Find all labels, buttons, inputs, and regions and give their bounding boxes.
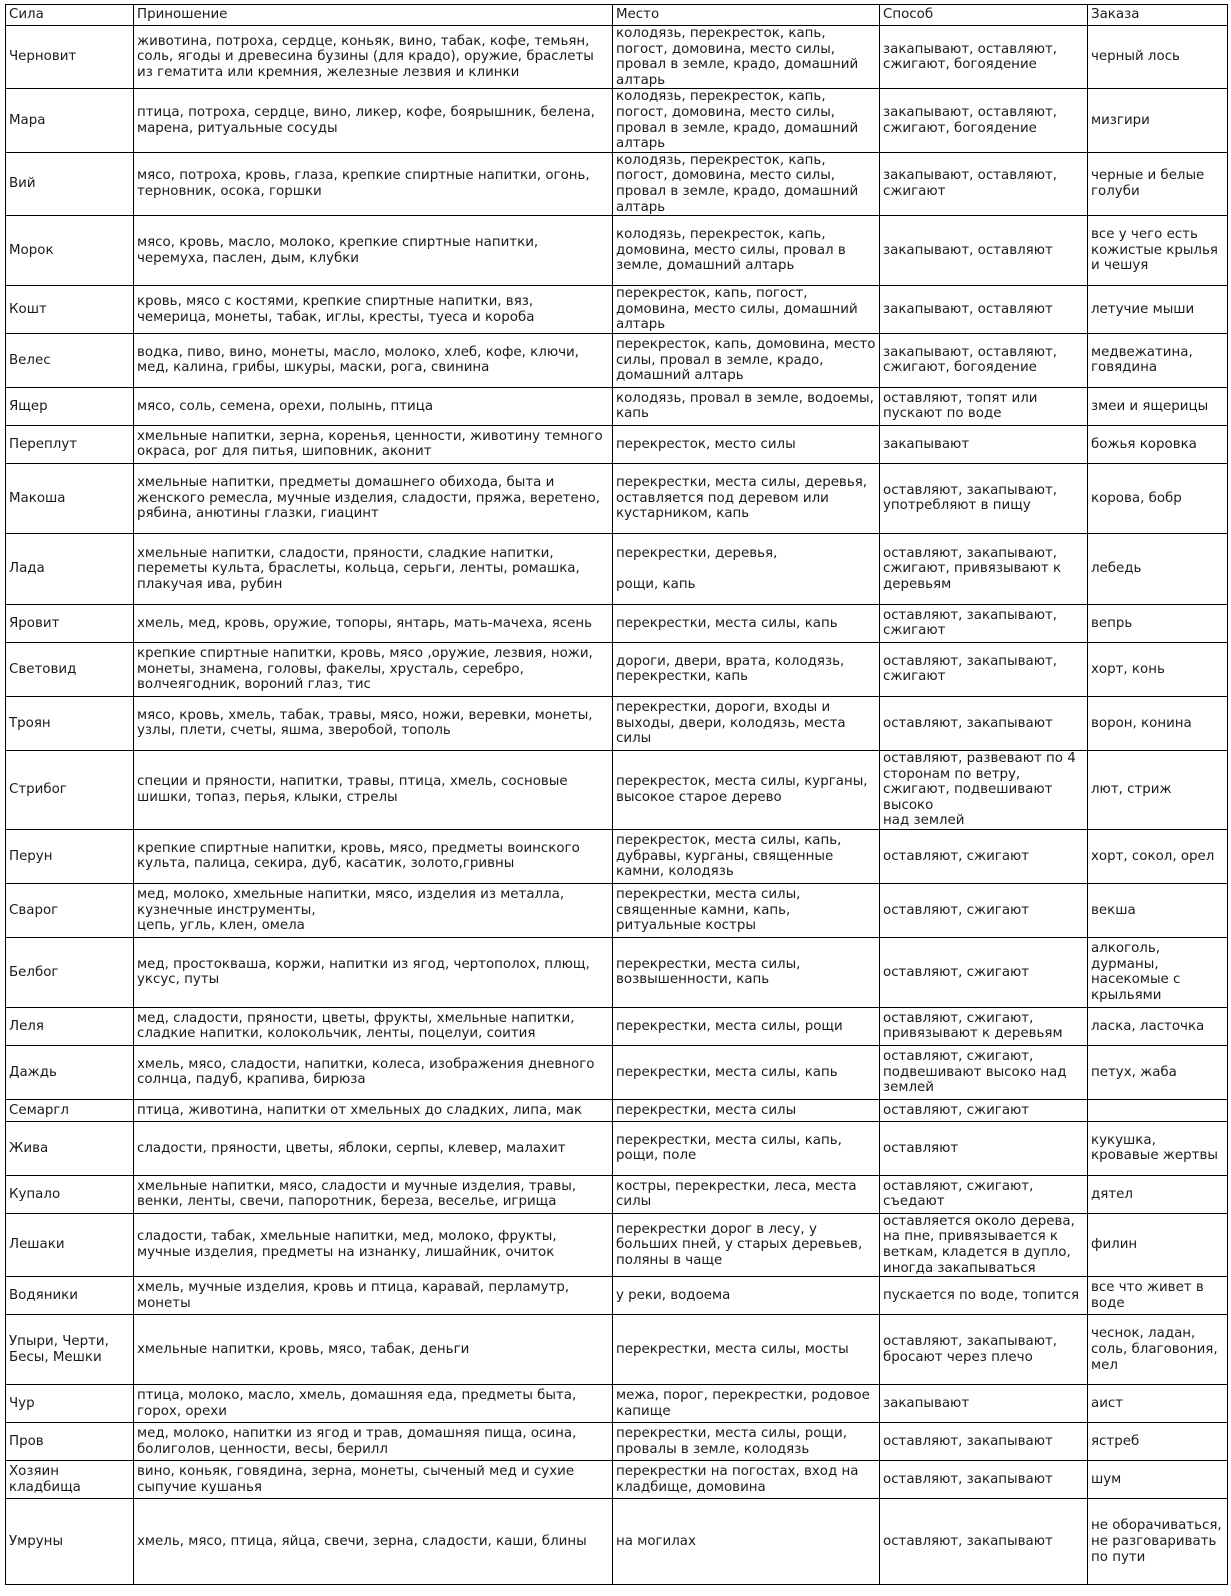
header-sposob: Способ [880, 5, 1088, 26]
cell-zakaza: чеснок, ладан, соль, благовония, мел [1088, 1315, 1228, 1385]
cell-zakaza: мизгири [1088, 89, 1228, 152]
table-row [6, 89, 1228, 152]
cell-zakaza: лебедь [1088, 533, 1228, 604]
cell-mesto: перекрестки, места силы [613, 1099, 880, 1121]
cell-sposob: оставляют, закапывают [880, 696, 1088, 750]
cell-sposob: оставляют [880, 1121, 1088, 1175]
table-row [6, 642, 1228, 696]
cell-prinoshenie: вино, коньяк, говядина, зерна, монеты, сыченый мед и сухие сыпучие кушанья [134, 1461, 613, 1499]
cell-sila: Упыри, Черти, Бесы, Мешки [6, 1315, 134, 1385]
table-row [6, 1175, 1228, 1213]
cell-mesto: перекрестки, места силы, рощи, провалы в земле, колодязь [613, 1423, 880, 1461]
cell-zakaza: дятел [1088, 1175, 1228, 1213]
cell-mesto: костры, перекрестки, леса, места силы [613, 1175, 880, 1213]
table-row [6, 216, 1228, 286]
cell-prinoshenie: хмель, мучные изделия, кровь и птица, каравай, перламутр, монеты [134, 1277, 613, 1315]
cell-sila: Даждь [6, 1045, 134, 1099]
cell-sposob: закапывают, оставляют, сжигают, богоядение [880, 89, 1088, 152]
cell-prinoshenie: мед, простокваша, коржи, напитки из ягод, чертополох, плющ, уксус, путы [134, 937, 613, 1007]
cell-zakaza: кукушка, кровавые жертвы [1088, 1121, 1228, 1175]
cell-sposob: закапывают, оставляют, сжигают [880, 152, 1088, 215]
cell-sila: Хозяин кладбища [6, 1461, 134, 1499]
cell-prinoshenie: сладости, пряности, цветы, яблоки, серпы, клевер, малахит [134, 1121, 613, 1175]
cell-zakaza: хорт, сокол, орел [1088, 829, 1228, 883]
cell-zakaza: черный лось [1088, 26, 1228, 89]
cell-zakaza: лют, стриж [1088, 750, 1228, 829]
cell-mesto: перекрестки, деревья, рощи, капь [613, 533, 880, 604]
table-row [6, 1423, 1228, 1461]
cell-mesto: на могилах [613, 1499, 880, 1585]
cell-zakaza: ласка, ласточка [1088, 1007, 1228, 1045]
cell-sila: Мара [6, 89, 134, 152]
cell-prinoshenie: специи и пряности, напитки, травы, птица, хмель, сосновые шишки, топаз, перья, клыки, стрелы [134, 750, 613, 829]
cell-mesto: перекрестки, места силы, деревья, оставляется под деревом или кустарником, капь [613, 463, 880, 533]
cell-mesto: колодязь, перекресток, капь, погост, домовина, место силы, провал в земле, крадо, домашний алтарь [613, 152, 880, 215]
cell-sila: Световид [6, 642, 134, 696]
cell-sposob: оставляют, сжигают [880, 1099, 1088, 1121]
header-zakaza: Заказа [1088, 5, 1228, 26]
cell-sila: Лада [6, 533, 134, 604]
cell-prinoshenie: хмель, мясо, сладости, напитки, колеса, изображения дневного солнца, падуб, крапива, бирюза [134, 1045, 613, 1099]
cell-sposob: оставляют, закапывают, сжигают [880, 604, 1088, 642]
cell-mesto: перекрестки, места силы, мосты [613, 1315, 880, 1385]
cell-prinoshenie: крепкие спиртные напитки, кровь, мясо, предметы воинского культа, палица, секира, дуб, касатик, золото,гривны [134, 829, 613, 883]
cell-sila: Белбог [6, 937, 134, 1007]
cell-mesto: у реки, водоема [613, 1277, 880, 1315]
table-row [6, 829, 1228, 883]
cell-sposob: оставляют, сжигают [880, 883, 1088, 937]
table-row [6, 750, 1228, 829]
table-row [6, 463, 1228, 533]
table-row [6, 883, 1228, 937]
cell-zakaza: ворон, конина [1088, 696, 1228, 750]
table-row [6, 152, 1228, 215]
cell-prinoshenie: хмельные напитки, сладости, пряности, сладкие напитки, переметы культа, браслеты, кольца, серьги, ленты, ромашка, плакучая ива, рубин [134, 533, 613, 604]
cell-zakaza: божья коровка [1088, 425, 1228, 463]
cell-mesto: колодязь, перекресток, капь, домовина, место силы, провал в земле, домашний алтарь [613, 216, 880, 286]
cell-prinoshenie: хмельные напитки, предметы домашнего обихода, быта и женского ремесла, мучные изделия, сладости, пряжа, веретено, рябина, анютины глазки, гиацинт [134, 463, 613, 533]
cell-mesto: перекрестки, дороги, входы и выходы, двери, колодязь, места силы [613, 696, 880, 750]
table-row [6, 1121, 1228, 1175]
cell-sposob: оставляют, закапывают [880, 1461, 1088, 1499]
cell-sposob: пускается по воде, топится [880, 1277, 1088, 1315]
cell-mesto: перекрестки дорог в лесу, у больших пней, у старых деревьев, поляны в чаще [613, 1213, 880, 1276]
cell-sila: Лешаки [6, 1213, 134, 1276]
cell-sposob: оставляют, закапывают, бросают через плечо [880, 1315, 1088, 1385]
cell-sila: Жива [6, 1121, 134, 1175]
cell-zakaza: летучие мыши [1088, 286, 1228, 334]
cell-prinoshenie: мед, молоко, хмельные напитки, мясо, изделия из металла, кузнечные инструменты, цепь, угль, клен, омела [134, 883, 613, 937]
table-row [6, 425, 1228, 463]
cell-zakaza: филин [1088, 1213, 1228, 1276]
cell-mesto: перекресток, места силы, капь, дубравы, курганы, священные камни, колодязь [613, 829, 880, 883]
cell-sila: Троян [6, 696, 134, 750]
cell-sila: Яровит [6, 604, 134, 642]
table-row [6, 1045, 1228, 1099]
cell-prinoshenie: сладости, табак, хмельные напитки, мед, молоко, фрукты, мучные изделия, предметы на изнанку, лишайник, очиток [134, 1213, 613, 1276]
table-row [6, 286, 1228, 334]
cell-mesto: перекрестки на погостах, вход на кладбище, домовина [613, 1461, 880, 1499]
cell-sila: Леля [6, 1007, 134, 1045]
cell-prinoshenie: мед, сладости, пряности, цветы, фрукты, хмельные напитки, сладкие напитки, колокольчик, ленты, поцелуи, соития [134, 1007, 613, 1045]
cell-sposob: закапывают, оставляют [880, 216, 1088, 286]
cell-sposob: закапывают, оставляют, сжигают, богоядение [880, 333, 1088, 387]
cell-mesto: перекресток, капь, погост, домовина, место силы, домашний алтарь [613, 286, 880, 334]
cell-prinoshenie: хмель, мед, кровь, оружие, топоры, янтарь, мать-мачеха, ясень [134, 604, 613, 642]
cell-sposob: закапывают [880, 1385, 1088, 1423]
cell-sposob: оставляют, топят или пускают по воде [880, 387, 1088, 425]
table-row [6, 387, 1228, 425]
cell-zakaza: хорт, конь [1088, 642, 1228, 696]
cell-sila: Умруны [6, 1499, 134, 1585]
cell-sila: Водяники [6, 1277, 134, 1315]
cell-sila: Вий [6, 152, 134, 215]
cell-prinoshenie: хмель, мясо, птица, яйца, свечи, зерна, сладости, каши, блины [134, 1499, 613, 1585]
cell-sposob: оставляют, закапывают, сжигают, привязывают к деревьям [880, 533, 1088, 604]
cell-sposob: оставляют, сжигают [880, 937, 1088, 1007]
cell-prinoshenie: водка, пиво, вино, монеты, масло, молоко, хлеб, кофе, ключи, мед, калина, грибы, шкуры, маски, рога, свинина [134, 333, 613, 387]
table-row [6, 533, 1228, 604]
cell-sila: Велес [6, 333, 134, 387]
cell-mesto: колодязь, провал в земле, водоемы, капь [613, 387, 880, 425]
table-row [6, 696, 1228, 750]
cell-prinoshenie: мясо, кровь, масло, молоко, крепкие спиртные напитки, черемуха, паслен, дым, клубки [134, 216, 613, 286]
cell-mesto: перекрестки, места силы, священные камни, капь, ритуальные костры [613, 883, 880, 937]
cell-mesto: перекрестки, места силы, капь [613, 1045, 880, 1099]
table-row [6, 1499, 1228, 1585]
cell-sila: Сварог [6, 883, 134, 937]
cell-prinoshenie: хмельные напитки, кровь, мясо, табак, деньги [134, 1315, 613, 1385]
header-mesto: Место [613, 5, 880, 26]
cell-zakaza: шум [1088, 1461, 1228, 1499]
cell-mesto: дороги, двери, врата, колодязь, перекрестки, капь [613, 642, 880, 696]
cell-sila: Чур [6, 1385, 134, 1423]
table-row [6, 1315, 1228, 1385]
cell-zakaza: векша [1088, 883, 1228, 937]
table-row [6, 333, 1228, 387]
cell-sposob: оставляется около дерева, на пне, привязывается к веткам, кладется в дупло, иногда закапываться [880, 1213, 1088, 1276]
cell-zakaza: не оборачиваться, не разговаривать по пути [1088, 1499, 1228, 1585]
cell-prinoshenie: хмельные напитки, зерна, коренья, ценности, животину темного окраса, рог для питья, шиповник, аконит [134, 425, 613, 463]
cell-sposob: оставляют, развевают по 4 сторонам по ветру, сжигают, подвешивают высоко над землей [880, 750, 1088, 829]
cell-mesto: перекрестки, места силы, возвышенности, капь [613, 937, 880, 1007]
cell-prinoshenie: мясо, кровь, хмель, табак, травы, мясо, ножи, веревки, монеты, узлы, плети, счеты, яшма, зверобой, тополь [134, 696, 613, 750]
cell-mesto: перекрестки, места силы, капь [613, 604, 880, 642]
cell-prinoshenie: мясо, соль, семена, орехи, полынь, птица [134, 387, 613, 425]
cell-sposob: оставляют, закапывают [880, 1423, 1088, 1461]
cell-zakaza: черные и белые голуби [1088, 152, 1228, 215]
offerings-table [5, 4, 1228, 1585]
table-row [6, 1213, 1228, 1276]
cell-sposob: закапывают [880, 425, 1088, 463]
header-prinoshenie: Приношение [134, 5, 613, 26]
table-row [6, 1007, 1228, 1045]
cell-sposob: оставляют, сжигают, привязывают к деревьям [880, 1007, 1088, 1045]
cell-prinoshenie: птица, молоко, масло, хмель, домашняя еда, предметы быта, горох, орехи [134, 1385, 613, 1423]
cell-sila: Стрибог [6, 750, 134, 829]
cell-zakaza: змеи и ящерицы [1088, 387, 1228, 425]
table-row [6, 937, 1228, 1007]
cell-sposob: закапывают, оставляют [880, 286, 1088, 334]
cell-sila: Черновит [6, 26, 134, 89]
cell-zakaza: аист [1088, 1385, 1228, 1423]
cell-mesto: перекрестки, места силы, капь, рощи, поле [613, 1121, 880, 1175]
cell-sposob: оставляют, закапывают, употребляют в пищу [880, 463, 1088, 533]
cell-zakaza: алкоголь, дурманы, насекомые с крыльями [1088, 937, 1228, 1007]
cell-sposob: оставляют, сжигают [880, 829, 1088, 883]
table-row [6, 1277, 1228, 1315]
cell-prinoshenie: кровь, мясо с костями, крепкие спиртные напитки, вяз, чемерица, монеты, табак, иглы, кресты, туеса и короба [134, 286, 613, 334]
cell-prinoshenie: птица, животина, напитки от хмельных до сладких, липа, мак [134, 1099, 613, 1121]
cell-mesto: перекресток, место силы [613, 425, 880, 463]
cell-mesto: межа, порог, перекрестки, родовое капище [613, 1385, 880, 1423]
cell-sila: Перун [6, 829, 134, 883]
table-row [6, 1461, 1228, 1499]
cell-sila: Пров [6, 1423, 134, 1461]
header-sila: Сила [6, 5, 134, 26]
cell-prinoshenie: крепкие спиртные напитки, кровь, мясо ,оружие, лезвия, ножи, монеты, знамена, головы, факелы, хрусталь, серебро, волчеягодник, вороний глаз, тис [134, 642, 613, 696]
cell-zakaza: петух, жаба [1088, 1045, 1228, 1099]
cell-zakaza: корова, бобр [1088, 463, 1228, 533]
cell-sila: Купало [6, 1175, 134, 1213]
cell-prinoshenie: хмельные напитки, мясо, сладости и мучные изделия, травы, венки, ленты, свечи, папоротник, береза, веселье, игрища [134, 1175, 613, 1213]
cell-prinoshenie: мед, молоко, напитки из ягод и трав, домашняя пища, осина, болиголов, ценности, весы, берилл [134, 1423, 613, 1461]
cell-mesto: перекрестки, места силы, рощи [613, 1007, 880, 1045]
cell-sila: Ящер [6, 387, 134, 425]
cell-sposob: оставляют, закапывают [880, 1499, 1088, 1585]
cell-sposob: оставляют, сжигают, съедают [880, 1175, 1088, 1213]
cell-sila: Макоша [6, 463, 134, 533]
table-row [6, 1385, 1228, 1423]
table-header-row [6, 5, 1228, 26]
cell-sila: Семаргл [6, 1099, 134, 1121]
cell-sila: Переплут [6, 425, 134, 463]
cell-zakaza: все что живет в воде [1088, 1277, 1228, 1315]
cell-zakaza [1088, 1099, 1228, 1121]
cell-zakaza: ястреб [1088, 1423, 1228, 1461]
cell-sposob: оставляют, сжигают, подвешивают высоко над землей [880, 1045, 1088, 1099]
cell-zakaza: вепрь [1088, 604, 1228, 642]
cell-prinoshenie: птица, потроха, сердце, вино, ликер, кофе, боярышник, белена, марена, ритуальные сосуды [134, 89, 613, 152]
cell-sila: Морок [6, 216, 134, 286]
cell-zakaza: медвежатина, говядина [1088, 333, 1228, 387]
cell-prinoshenie: мясо, потроха, кровь, глаза, крепкие спиртные напитки, огонь, терновник, осока, горшки [134, 152, 613, 215]
cell-prinoshenie: животина, потроха, сердце, коньяк, вино, табак, кофе, темьян, соль, ягоды и древесина бузины (для крадо), оружие, браслеты из гематита или кремния, железные лезвия и клинки [134, 26, 613, 89]
cell-zakaza: все у чего есть кожистые крылья и чешуя [1088, 216, 1228, 286]
cell-sila: Кошт [6, 286, 134, 334]
table-row [6, 604, 1228, 642]
cell-mesto: перекресток, места силы, курганы, высокое старое дерево [613, 750, 880, 829]
cell-sposob: оставляют, закапывают, сжигают [880, 642, 1088, 696]
cell-sposob: закапывают, оставляют, сжигают, богоядение [880, 26, 1088, 89]
table-row [6, 1099, 1228, 1121]
table-row [6, 26, 1228, 89]
cell-mesto: колодязь, перекресток, капь, погост, домовина, место силы, провал в земле, крадо, домашний алтарь [613, 89, 880, 152]
cell-mesto: колодязь, перекресток, капь, погост, домовина, место силы, провал в земле, крадо, домашний алтарь [613, 26, 880, 89]
cell-mesto: перекресток, капь, домовина, место силы, провал в земле, крадо, домашний алтарь [613, 333, 880, 387]
